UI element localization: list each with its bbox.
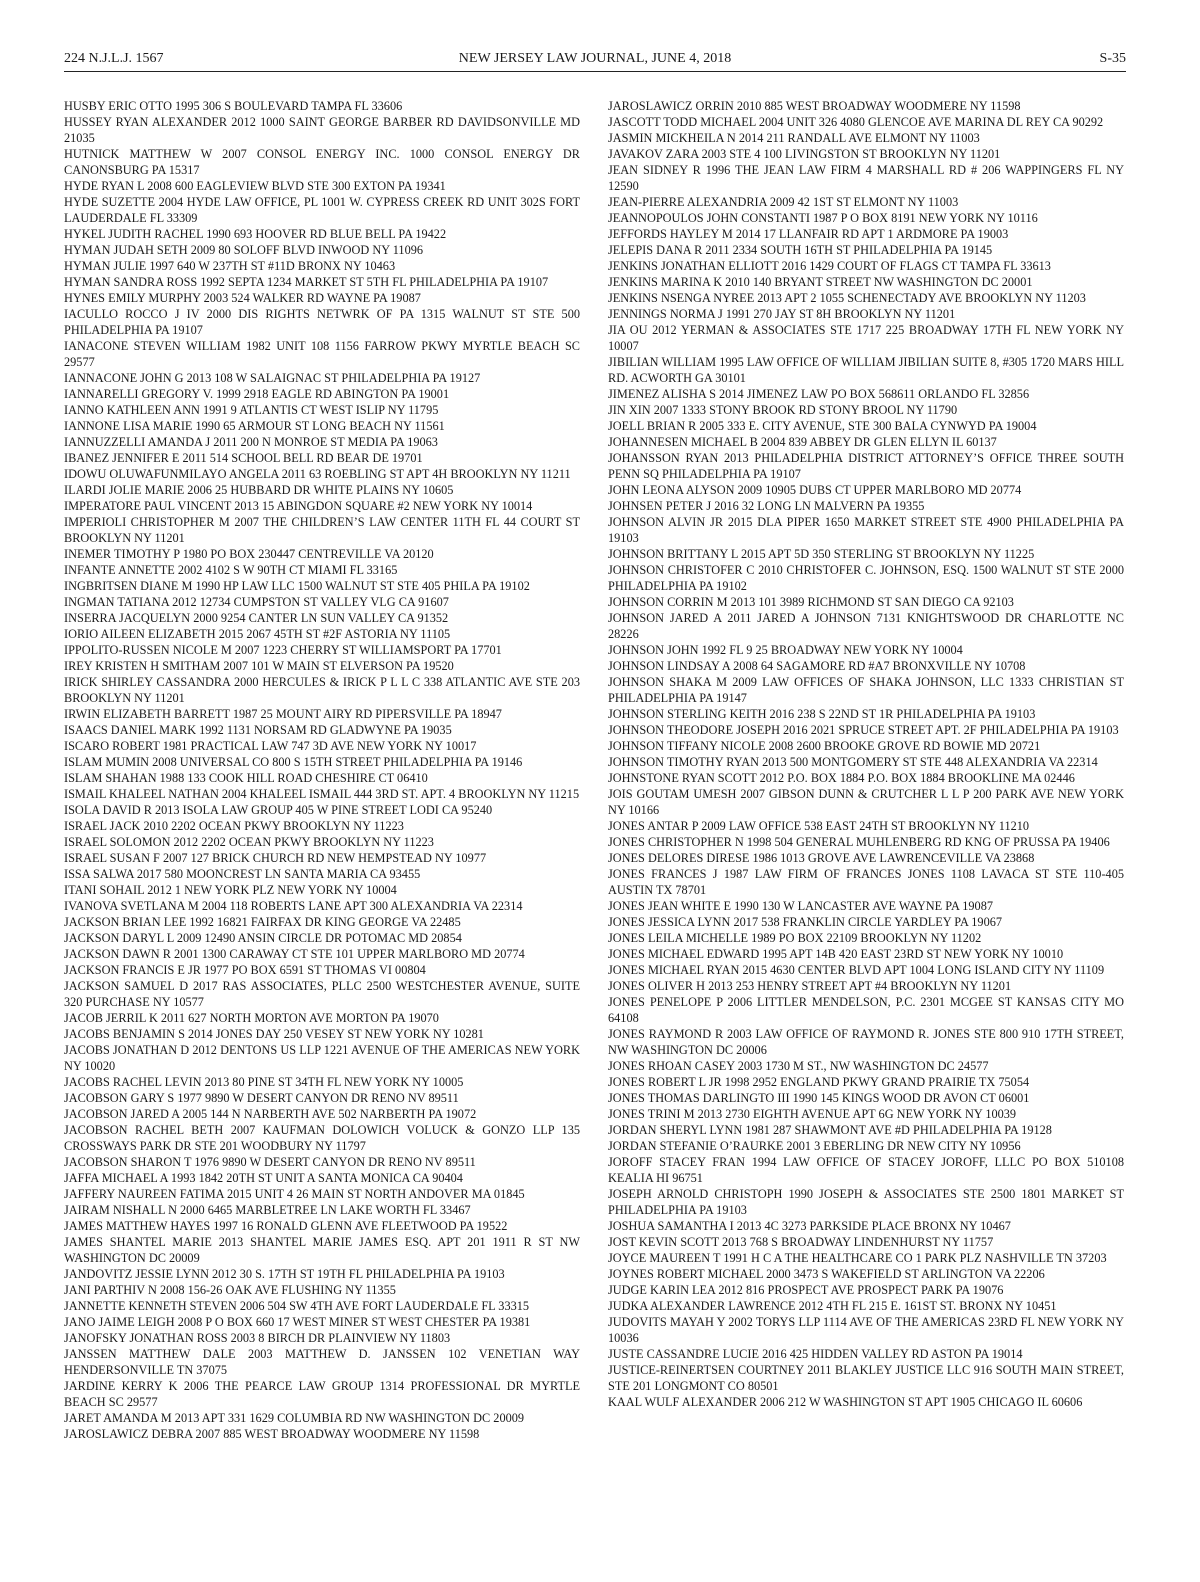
attorney-entry: IRWIN ELIZABETH BARRETT 1987 25 MOUNT AIRY RD PIPERSVILLE PA 18947: [64, 707, 502, 721]
attorney-entry: JEAN-PIERRE ALEXANDRIA 2009 42 1ST ST ELMONT NY 11003: [608, 195, 959, 209]
attorney-entry: JEFFORDS HAYLEY M 2014 17 LLANFAIR RD APT 1 ARDMORE PA 19003: [608, 227, 1009, 241]
attorney-entry: HYDE SUZETTE 2004 HYDE LAW OFFICE, PL 1001 W. CYPRESS CREEK RD UNIT 302S FORT LAUDERDALE FL 33309: [64, 195, 580, 225]
attorney-entry: JACKSON DARYL L 2009 12490 ANSIN CIRCLE DR POTOMAC MD 20854: [64, 931, 462, 945]
attorney-entry: INGBRITSEN DIANE M 1990 HP LAW LLC 1500 WALNUT ST STE 405 PHILA PA 19102: [64, 579, 530, 593]
attorney-entry: JOIS GOUTAM UMESH 2007 GIBSON DUNN & CRUTCHER L L P 200 PARK AVE NEW YORK NY 10166: [608, 787, 1124, 817]
attorney-entry: JOHNSEN PETER J 2016 32 LONG LN MALVERN PA 19355: [608, 499, 925, 513]
attorney-entry: JIN XIN 2007 1333 STONY BROOK RD STONY BROOL NY 11790: [608, 403, 958, 417]
attorney-entry: JONES DELORES DIRESE 1986 1013 GROVE AVE LAWRENCEVILLE VA 23868: [608, 851, 1035, 865]
attorney-entry: IRICK SHIRLEY CASSANDRA 2000 HERCULES & IRICK P L L C 338 ATLANTIC AVE STE 203 BROOKLYN NY 11201: [64, 675, 580, 705]
attorney-entry: JAFFERY NAUREEN FATIMA 2015 UNIT 4 26 MAIN ST NORTH ANDOVER MA 01845: [64, 1187, 525, 1201]
attorney-entry: HYKEL JUDITH RACHEL 1990 693 HOOVER RD BLUE BELL PA 19422: [64, 227, 447, 241]
attorney-entry: JOHNSON ALVIN JR 2015 DLA PIPER 1650 MARKET STREET STE 4900 PHILADELPHIA PA 19103: [608, 515, 1124, 545]
attorney-entry: JARET AMANDA M 2013 APT 331 1629 COLUMBIA RD NW WASHINGTON DC 20009: [64, 1411, 525, 1425]
attorney-entry: HUSBY ERIC OTTO 1995 306 S BOULEVARD TAMPA FL 33606: [64, 99, 403, 113]
attorney-entry: IANACONE STEVEN WILLIAM 1982 UNIT 108 1156 FARROW PKWY MYRTLE BEACH SC 29577: [64, 339, 580, 369]
attorney-entry: JAROSLAWICZ ORRIN 2010 885 WEST BROADWAY WOODMERE NY 11598: [608, 99, 1021, 113]
attorney-entry: INGMAN TATIANA 2012 12734 CUMPSTON ST VALLEY VLG CA 91607: [64, 595, 449, 609]
attorney-entry: IANNONE LISA MARIE 1990 65 ARMOUR ST LONG BEACH NY 11561: [64, 419, 445, 433]
attorney-entry: IORIO AILEEN ELIZABETH 2015 2067 45TH ST #2F ASTORIA NY 11105: [64, 627, 451, 641]
attorney-entry: ISSA SALWA 2017 580 MOONCREST LN SANTA MARIA CA 93455: [64, 867, 421, 881]
attorney-entry: ISOLA DAVID R 2013 ISOLA LAW GROUP 405 W PINE STREET LODI CA 95240: [64, 803, 493, 817]
attorney-entry: JOYNES ROBERT MICHAEL 2000 3473 S WAKEFIELD ST ARLINGTON VA 22206: [608, 1267, 1045, 1281]
attorney-entry: JANDOVITZ JESSIE LYNN 2012 30 S. 17TH ST 19TH FL PHILADELPHIA PA 19103: [64, 1267, 505, 1281]
attorney-entry: JOSHUA SAMANTHA I 2013 4C 3273 PARKSIDE PLACE BRONX NY 10467: [608, 1219, 1011, 1233]
attorney-entry: IANNACONE JOHN G 2013 108 W SALAIGNAC ST PHILADELPHIA PA 19127: [64, 371, 481, 385]
attorney-entry: JAIRAM NISHALL N 2000 6465 MARBLETREE LN LAKE WORTH FL 33467: [64, 1203, 471, 1217]
attorney-entry: JACOBSON SHARON T 1976 9890 W DESERT CANYON DR RENO NV 89511: [64, 1155, 476, 1169]
attorney-entry: IMPERIOLI CHRISTOPHER M 2007 THE CHILDREN’S LAW CENTER 11TH FL 44 COURT ST BROOKLYN NY 11201: [64, 515, 580, 545]
attorney-entry: JACKSON FRANCIS E JR 1977 PO BOX 6591 ST THOMAS VI 00804: [64, 963, 426, 977]
attorney-entry: ISMAIL KHALEEL NATHAN 2004 KHALEEL ISMAIL 444 3RD ST. APT. 4 BROOKLYN NY 11215: [64, 787, 580, 801]
attorney-entry: JONES LEILA MICHELLE 1989 PO BOX 22109 BROOKLYN NY 11202: [608, 931, 982, 945]
attorney-entry: JIBILIAN WILLIAM 1995 LAW OFFICE OF WILLIAM JIBILIAN SUITE 8, #305 1720 MARS HILL RD. ACWORTH GA 30101: [608, 355, 1124, 385]
attorney-entry: IVANOVA SVETLANA M 2004 118 ROBERTS LANE APT 300 ALEXANDRIA VA 22314: [64, 899, 523, 913]
attorney-entry: JONES MICHAEL EDWARD 1995 APT 14B 420 EAST 23RD ST NEW YORK NY 10010: [608, 947, 1064, 961]
attorney-entry: IANNUZZELLI AMANDA J 2011 200 N MONROE ST MEDIA PA 19063: [64, 435, 438, 449]
page-citation: 224 N.J.L.J. 1567: [64, 51, 164, 66]
attorney-entry: JUDKA ALEXANDER LAWRENCE 2012 4TH FL 215 E. 161ST ST. BRONX NY 10451: [608, 1299, 1057, 1313]
attorney-entry: JAMES MATTHEW HAYES 1997 16 RONALD GLENN AVE FLEETWOOD PA 19522: [64, 1219, 508, 1233]
attorney-entry: JACOBS JONATHAN D 2012 DENTONS US LLP 1221 AVENUE OF THE AMERICAS NEW YORK NY 10020: [64, 1043, 580, 1073]
attorney-entry: JUSTICE-REINERTSEN COURTNEY 2011 BLAKLEY JUSTICE LLC 916 SOUTH MAIN STREET, STE 201 LONGMONT CO 80501: [608, 1363, 1124, 1393]
attorney-entry: JOHNSON THEODORE JOSEPH 2016 2021 SPRUCE STREET APT. 2F PHILADELPHIA PA 19103: [608, 723, 1119, 737]
attorney-entry: JACOBS BENJAMIN S 2014 JONES DAY 250 VESEY ST NEW YORK NY 10281: [64, 1027, 484, 1041]
attorney-entry: HUSSEY RYAN ALEXANDER 2012 1000 SAINT GEORGE BARBER RD DAVIDSONVILLE MD 21035: [64, 115, 580, 145]
attorney-entry: ISRAEL SOLOMON 2012 2202 OCEAN PKWY BROOKLYN NY 11223: [64, 835, 434, 849]
attorney-entry: JOHNSON TIMOTHY RYAN 2013 500 MONTGOMERY ST STE 448 ALEXANDRIA VA 22314: [608, 755, 1098, 769]
attorney-entry: JACOB JERRIL K 2011 627 NORTH MORTON AVE MORTON PA 19070: [64, 1011, 439, 1025]
attorney-entry: HYMAN JUDAH SETH 2009 80 SOLOFF BLVD INWOOD NY 11096: [64, 243, 424, 257]
attorney-entry: HUTNICK MATTHEW W 2007 CONSOL ENERGY INC. 1000 CONSOL ENERGY DR CANONSBURG PA 15317: [64, 147, 580, 177]
attorney-entry: JONES JESSICA LYNN 2017 538 FRANKLIN CIRCLE YARDLEY PA 19067: [608, 915, 1003, 929]
attorney-entry: ILARDI JOLIE MARIE 2006 25 HUBBARD DR WHITE PLAINS NY 10605: [64, 483, 454, 497]
attorney-entry: JOHNSON TIFFANY NICOLE 2008 2600 BROOKE GROVE RD BOWIE MD 20721: [608, 739, 1041, 753]
attorney-entry: JONES CHRISTOPHER N 1998 504 GENERAL MUHLENBERG RD KNG OF PRUSSA PA 19406: [608, 835, 1110, 849]
attorney-entry: JORDAN STEFANIE O’RAURKE 2001 3 EBERLING DR NEW CITY NY 10956: [608, 1139, 1021, 1153]
attorney-entry: JACOBSON JARED A 2005 144 N NARBERTH AVE 502 NARBERTH PA 19072: [64, 1107, 477, 1121]
attorney-entry: JANOFSKY JONATHAN ROSS 2003 8 BIRCH DR PLAINVIEW NY 11803: [64, 1331, 451, 1345]
attorney-entry: JASCOTT TODD MICHAEL 2004 UNIT 326 4080 GLENCOE AVE MARINA DL REY CA 90292: [608, 115, 1104, 129]
attorney-entry: JOHNSON JOHN 1992 FL 9 25 BROADWAY NEW YORK NY 10004: [608, 643, 963, 657]
attorney-entry: JONES FRANCES J 1987 LAW FIRM OF FRANCES JONES 1108 LAVACA ST STE 110-405 AUSTIN TX 78701: [608, 867, 1124, 897]
attorney-entry: JORDAN SHERYL LYNN 1981 287 SHAWMONT AVE #D PHILADELPHIA PA 19128: [608, 1123, 1052, 1137]
attorney-entry: ISRAEL JACK 2010 2202 OCEAN PKWY BROOKLYN NY 11223: [64, 819, 404, 833]
attorney-entry: JAVAKOV ZARA 2003 STE 4 100 LIVINGSTON ST BROOKLYN NY 11201: [608, 147, 1001, 161]
attorney-entry: ISAACS DANIEL MARK 1992 1131 NORSAM RD GLADWYNE PA 19035: [64, 723, 452, 737]
attorney-entry: JONES OLIVER H 2013 253 HENRY STREET APT #4 BROOKLYN NY 11201: [608, 979, 1012, 993]
left-column-listing: [64, 98, 580, 1442]
attorney-entry: JANO JAIME LEIGH 2008 P O BOX 660 17 WEST MINER ST WEST CHESTER PA 19381: [64, 1315, 531, 1329]
attorney-entry: JOHNSTONE RYAN SCOTT 2012 P.O. BOX 1884 P.O. BOX 1884 BROOKLINE MA 02446: [608, 771, 1075, 785]
attorney-entry: JENNINGS NORMA J 1991 270 JAY ST 8H BROOKLYN NY 11201: [608, 307, 956, 321]
attorney-entry: IDOWU OLUWAFUNMILAYO ANGELA 2011 63 ROEBLING ST APT 4H BROOKLYN NY 11211: [64, 467, 571, 481]
attorney-entry: JEAN SIDNEY R 1996 THE JEAN LAW FIRM 4 MARSHALL RD # 206 WAPPINGERS FL NY 12590: [608, 163, 1124, 193]
attorney-entry: JONES PENELOPE P 2006 LITTLER MENDELSON, P.C. 2301 MCGEE ST KANSAS CITY MO 64108: [608, 995, 1124, 1025]
attorney-entry: HYMAN SANDRA ROSS 1992 SEPTA 1234 MARKET ST 5TH FL PHILADELPHIA PA 19107: [64, 275, 549, 289]
attorney-entry: IMPERATORE PAUL VINCENT 2013 15 ABINGDON SQUARE #2 NEW YORK NY 10014: [64, 499, 533, 513]
attorney-entry: JIMENEZ ALISHA S 2014 JIMENEZ LAW PO BOX 568611 ORLANDO FL 32856: [608, 387, 1030, 401]
running-header: [64, 49, 1126, 72]
attorney-entry: ISLAM MUMIN 2008 UNIVERSAL CO 800 S 15TH STREET PHILADELPHIA PA 19146: [64, 755, 523, 769]
attorney-entry: JUDGE KARIN LEA 2012 816 PROSPECT AVE PROSPECT PARK PA 19076: [608, 1283, 1004, 1297]
attorney-entry: INEMER TIMOTHY P 1980 PO BOX 230447 CENTREVILLE VA 20120: [64, 547, 434, 561]
attorney-entry: JOSEPH ARNOLD CHRISTOPH 1990 JOSEPH & ASSOCIATES STE 2500 1801 MARKET ST PHILADELPHIA PA 19103: [608, 1187, 1124, 1217]
attorney-entry: JEANNOPOULOS JOHN CONSTANTI 1987 P O BOX 8191 NEW YORK NY 10116: [608, 211, 1038, 225]
attorney-entry: IREY KRISTEN H SMITHAM 2007 101 W MAIN ST ELVERSON PA 19520: [64, 659, 454, 673]
attorney-entry: JENKINS NSENGA NYREE 2013 APT 2 1055 SCHENECTADY AVE BROOKLYN NY 11203: [608, 291, 1086, 305]
attorney-entry: HYDE RYAN L 2008 600 EAGLEVIEW BLVD STE 300 EXTON PA 19341: [64, 179, 446, 193]
attorney-entry: JACKSON SAMUEL D 2017 RAS ASSOCIATES, PLLC 2500 WESTCHESTER AVENUE, SUITE 320 PURCHASE NY 10577: [64, 979, 580, 1009]
attorney-entry: KAAL WULF ALEXANDER 2006 212 W WASHINGTON ST APT 1905 CHICAGO IL 60606: [608, 1395, 1083, 1409]
attorney-entry: JONES ROBERT L JR 1998 2952 ENGLAND PKWY GRAND PRAIRIE TX 75054: [608, 1075, 1030, 1089]
attorney-entry: JOELL BRIAN R 2005 333 E. CITY AVENUE, STE 300 BALA CYNWYD PA 19004: [608, 419, 1037, 433]
attorney-entry: JOHNSON CHRISTOFER C 2010 CHRISTOFER C. JOHNSON, ESQ. 1500 WALNUT ST STE 2000 PHILADELPHIA PA 19102: [608, 563, 1124, 593]
attorney-entry: JIA OU 2012 YERMAN & ASSOCIATES STE 1717 225 BROADWAY 17TH FL NEW YORK NY 10007: [608, 323, 1124, 353]
attorney-entry: JOHNSON CORRIN M 2013 101 3989 RICHMOND ST SAN DIEGO CA 92103: [608, 595, 1014, 609]
attorney-entry: ISLAM SHAHAN 1988 133 COOK HILL ROAD CHESHIRE CT 06410: [64, 771, 428, 785]
attorney-entry: JOHNSON LINDSAY A 2008 64 SAGAMORE RD #A7 BRONXVILLE NY 10708: [608, 659, 1026, 673]
attorney-entry: IANNO KATHLEEN ANN 1991 9 ATLANTIS CT WEST ISLIP NY 11795: [64, 403, 439, 417]
attorney-entry: JONES THOMAS DARLINGTO III 1990 145 KINGS WOOD DR AVON CT 06001: [608, 1091, 1030, 1105]
attorney-entry: JOHNSON STERLING KEITH 2016 238 S 22ND ST 1R PHILADELPHIA PA 19103: [608, 707, 1036, 721]
attorney-entry: JACOBSON RACHEL BETH 2007 KAUFMAN DOLOWICH VOLUCK & GONZO LLP 135 CROSSWAYS PARK DR STE 201 WOODBURY NY 11797: [64, 1123, 580, 1153]
attorney-entry: JAMES SHANTEL MARIE 2013 SHANTEL MARIE JAMES ESQ. APT 201 1911 R ST NW WASHINGTON DC 20009: [64, 1235, 580, 1265]
attorney-entry: JOHANSSON RYAN 2013 PHILADELPHIA DISTRICT ATTORNEY’S OFFICE THREE SOUTH PENN SQ PHILADELPHIA PA 19107: [608, 451, 1124, 481]
attorney-entry: ITANI SOHAIL 2012 1 NEW YORK PLZ NEW YORK NY 10004: [64, 883, 397, 897]
attorney-entry: JACKSON BRIAN LEE 1992 16821 FAIRFAX DR KING GEORGE VA 22485: [64, 915, 461, 929]
attorney-entry: JANI PARTHIV N 2008 156-26 OAK AVE FLUSHING NY 11355: [64, 1283, 396, 1297]
publication-title: NEW JERSEY LAW JOURNAL, JUNE 4, 2018: [458, 51, 732, 66]
attorney-entry: JOHNSON SHAKA M 2009 LAW OFFICES OF SHAKA JOHNSON, LLC 1333 CHRISTIAN ST PHILADELPHIA PA 19147: [608, 675, 1124, 705]
attorney-entry: JACOBS RACHEL LEVIN 2013 80 PINE ST 34TH FL NEW YORK NY 10005: [64, 1075, 464, 1089]
attorney-entry: JUSTE CASSANDRE LUCIE 2016 425 HIDDEN VALLEY RD ASTON PA 19014: [608, 1347, 1023, 1361]
attorney-entry: JASMIN MICKHEILA N 2014 211 RANDALL AVE ELMONT NY 11003: [608, 131, 980, 145]
attorney-entry: JONES JEAN WHITE E 1990 130 W LANCASTER AVE WAYNE PA 19087: [608, 899, 993, 913]
attorney-entry: JAROSLAWICZ DEBRA 2007 885 WEST BROADWAY WOODMERE NY 11598: [64, 1427, 480, 1441]
attorney-entry: JONES ANTAR P 2009 LAW OFFICE 538 EAST 24TH ST BROOKLYN NY 11210: [608, 819, 1030, 833]
attorney-entry: INFANTE ANNETTE 2002 4102 S W 90TH CT MIAMI FL 33165: [64, 563, 398, 577]
attorney-entry: JARDINE KERRY K 2006 THE PEARCE LAW GROUP 1314 PROFESSIONAL DR MYRTLE BEACH SC 29577: [64, 1379, 580, 1409]
attorney-entry: JUDOVITS MAYAH Y 2002 TORYS LLP 1114 AVE OF THE AMERICAS 23RD FL NEW YORK NY 10036: [608, 1315, 1124, 1345]
attorney-entry: JOHANNESEN MICHAEL B 2004 839 ABBEY DR GLEN ELLYN IL 60137: [608, 435, 997, 449]
page-number: S-35: [1099, 51, 1126, 66]
attorney-entry: JACKSON DAWN R 2001 1300 CARAWAY CT STE 101 UPPER MARLBORO MD 20774: [64, 947, 525, 961]
attorney-entry: JACOBSON GARY S 1977 9890 W DESERT CANYON DR RENO NV 89511: [64, 1091, 459, 1105]
attorney-entry: JONES RAYMOND R 2003 LAW OFFICE OF RAYMOND R. JONES STE 800 910 17TH STREET, NW WASHINGTON DC 20006: [608, 1027, 1124, 1057]
attorney-entry: JAFFA MICHAEL A 1993 1842 20TH ST UNIT A SANTA MONICA CA 90404: [64, 1171, 463, 1185]
attorney-entry: JOHNSON BRITTANY L 2015 APT 5D 350 STERLING ST BROOKLYN NY 11225: [608, 547, 1035, 561]
attorney-entry: JANSSEN MATTHEW DALE 2003 MATTHEW D. JANSSEN 102 VENETIAN WAY HENDERSONVILLE TN 37075: [64, 1347, 580, 1377]
attorney-entry: JOROFF STACEY FRAN 1994 LAW OFFICE OF STACEY JOROFF, LLLC PO BOX 510108 KEALIA HI 96751: [608, 1155, 1124, 1185]
attorney-entry: IPPOLITO-RUSSEN NICOLE M 2007 1223 CHERRY ST WILLIAMSPORT PA 17701: [64, 643, 502, 657]
attorney-entry: IACULLO ROCCO J IV 2000 DIS RIGHTS NETWRK OF PA 1315 WALNUT ST STE 500 PHILADELPHIA PA 19107: [64, 307, 580, 337]
attorney-entry: JOHN LEONA ALYSON 2009 10905 DUBS CT UPPER MARLBORO MD 20774: [608, 483, 1022, 497]
attorney-entry: JONES RHOAN CASEY 2003 1730 M ST., NW WASHINGTON DC 24577: [608, 1059, 989, 1073]
attorney-entry: JONES TRINI M 2013 2730 EIGHTH AVENUE APT 6G NEW YORK NY 10039: [608, 1107, 1017, 1121]
attorney-entry: HYMAN JULIE 1997 640 W 237TH ST #11D BRONX NY 10463: [64, 259, 396, 273]
attorney-entry: JOHNSON JARED A 2011 JARED A JOHNSON 7131 KNIGHTSWOOD DR CHARLOTTE NC 28226: [608, 611, 1124, 641]
attorney-entry: INSERRA JACQUELYN 2000 9254 CANTER LN SUN VALLEY CA 91352: [64, 611, 449, 625]
attorney-entry: JENKINS MARINA K 2010 140 BRYANT STREET NW WASHINGTON DC 20001: [608, 275, 1033, 289]
attorney-entry: IBANEZ JENNIFER E 2011 514 SCHOOL BELL RD BEAR DE 19701: [64, 451, 423, 465]
attorney-entry: ISRAEL SUSAN F 2007 127 BRICK CHURCH RD NEW HEMPSTEAD NY 10977: [64, 851, 487, 865]
attorney-entry: JANNETTE KENNETH STEVEN 2006 504 SW 4TH AVE FORT LAUDERDALE FL 33315: [64, 1299, 530, 1313]
attorney-entry: IANNARELLI GREGORY V. 1999 2918 EAGLE RD ABINGTON PA 19001: [64, 387, 450, 401]
attorney-entry: JENKINS JONATHAN ELLIOTT 2016 1429 COURT OF FLAGS CT TAMPA FL 33613: [608, 259, 1051, 273]
attorney-entry: HYNES EMILY MURPHY 2003 524 WALKER RD WAYNE PA 19087: [64, 291, 421, 305]
attorney-entry: JONES MICHAEL RYAN 2015 4630 CENTER BLVD APT 1004 LONG ISLAND CITY NY 11109: [608, 963, 1105, 977]
attorney-entry: JOST KEVIN SCOTT 2013 768 S BROADWAY LINDENHURST NY 11757: [608, 1235, 994, 1249]
right-column-listing: [608, 98, 1124, 1410]
attorney-entry: JELEPIS DANA R 2011 2334 SOUTH 16TH ST PHILADELPHIA PA 19145: [608, 243, 993, 257]
attorney-entry: ISCARO ROBERT 1981 PRACTICAL LAW 747 3D AVE NEW YORK NY 10017: [64, 739, 477, 753]
attorney-entry: JOYCE MAUREEN T 1991 H C A THE HEALTHCARE CO 1 PARK PLZ NASHVILLE TN 37203: [608, 1251, 1107, 1265]
